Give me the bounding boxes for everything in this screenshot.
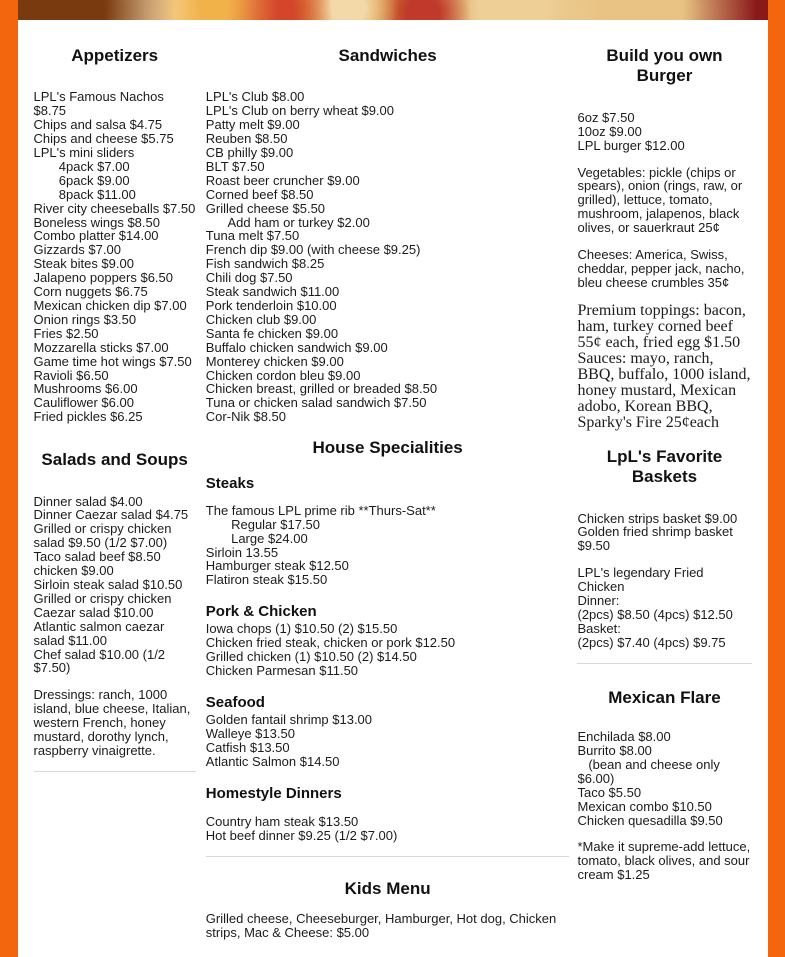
- house-specialities-heading: House Specialities: [312, 438, 463, 458]
- menu-line: Grilled chicken (1) $10.50 (2) $14.50: [205, 649, 417, 665]
- sandwiches-heading: Sandwiches: [338, 46, 437, 65]
- menu-line: Cauliflower $6.00: [33, 395, 134, 411]
- burger-sizes-list: [577, 111, 751, 153]
- menu-line: Chicken club $9.00: [205, 311, 317, 327]
- kids-menu-heading: Kids Menu: [344, 879, 431, 899]
- menu-line: Golden fantail shrimp $13.00: [205, 712, 373, 728]
- menu-line: Jalapeno poppers $6.50: [33, 270, 174, 286]
- menu-line: Walleye $13.50: [205, 726, 295, 742]
- menu-line: LPL's Club on berry wheat $9.00: [205, 103, 395, 119]
- appetizers-list: [34, 90, 196, 424]
- food-banner-image: [18, 0, 768, 20]
- menu-line: Chips and cheese $5.75: [33, 131, 174, 147]
- supreme-note: *Make it supreme-add lettuce, tomato, black olives, and sour cream $1.25: [577, 839, 754, 883]
- sauces-note: Sauces: mayo, ranch, BBQ, buffalo, 1000 island, honey mustard, Mexican adobo, Korean BBQ, Sparky's Fire 25¢each: [577, 349, 755, 431]
- mexican-flare-heading: Mexican Flare: [608, 687, 721, 707]
- menu-line: Fish sandwich $8.25: [205, 256, 325, 272]
- menu-line: (2pcs) $7.40 (4pcs) $9.75: [577, 634, 726, 650]
- menu-line: 10oz $9.00: [577, 123, 642, 139]
- menu-line: Corn nuggets $6.75: [33, 284, 148, 300]
- menu-line: Tuna melt $7.50: [205, 228, 300, 244]
- menu-line: Steak sandwich $11.00: [205, 284, 340, 300]
- divider: [34, 771, 196, 772]
- column-sandwiches-specialities: [206, 20, 570, 953]
- menu-line: Tuna or chicken salad sandwich $7.50: [205, 395, 427, 411]
- menu-line: French dip $9.00 (with cheese $9.25): [205, 242, 421, 258]
- menu-line: Chicken fried steak, chicken or pork $12.50: [205, 635, 456, 651]
- steaks-list: [206, 504, 570, 587]
- menu-line: Santa fe chicken $9.00: [205, 325, 339, 341]
- fried-chicken-list: [577, 566, 751, 649]
- pork-chicken-subheading: Pork & Chicken: [205, 603, 317, 621]
- menu-line: Iowa chops (1) $10.50 (2) $15.50: [205, 621, 398, 637]
- column-appetizers-salads: [34, 20, 196, 953]
- build-burger-heading: Build you own Burger: [606, 46, 723, 86]
- menu-line: LPL burger $12.00: [577, 137, 685, 153]
- menu-line: Atlantic salmon caezar salad $11.00: [33, 618, 168, 648]
- menu-line: Large $24.00: [205, 530, 308, 546]
- vegetables-note: Vegetables: pickle (chips or spears), onion (rings, raw, or grilled), lettuce, tomato, mushroom, jalapenos, black olives, or sauerkraut 25¢: [577, 164, 746, 236]
- menu-line: BLT $7.50: [205, 158, 265, 174]
- menu-line: Reuben $8.50: [205, 131, 288, 147]
- menu-line: Dinner Caezar salad $4.75: [33, 507, 189, 523]
- menu-line: Grilled or crispy chicken salad $9.50 (1/2 $7.00): [33, 521, 176, 551]
- menu-line: Ravioli $6.50: [33, 367, 109, 383]
- menu-page: [18, 0, 768, 957]
- menu-line: Mexican chicken dip $7.00: [33, 297, 187, 313]
- steaks-subheading: Steaks: [205, 474, 255, 492]
- menu-line: Chicken cordon bleu $9.00: [205, 367, 361, 383]
- menu-line: Flatiron steak $15.50: [205, 572, 328, 588]
- menu-line: Sirloin steak salad $10.50: [33, 576, 183, 592]
- menu-line: Grilled cheese $5.50: [205, 200, 326, 216]
- menu-line: Gizzards $7.00: [33, 242, 121, 258]
- baskets-list: [577, 512, 751, 554]
- mexican-list: [577, 730, 751, 827]
- menu-line: River city cheeseballs $7.50: [33, 200, 196, 216]
- premium-toppings-note: Premium toppings: bacon, ham, turkey corned beef 55¢ each, fried egg $1.50: [577, 301, 750, 351]
- menu-line: Fried pickles $6.25: [33, 409, 143, 425]
- menu-line: Taco $5.50: [577, 784, 642, 800]
- premium-toppings-block: [577, 301, 755, 431]
- menu-line: Combo platter $14.00: [33, 228, 159, 244]
- menu-line: Patty melt $9.00: [205, 117, 300, 133]
- menu-line: Chef salad $10.00 (1/2 $7.50): [33, 646, 169, 676]
- menu-line: Pork tenderloin $10.00: [205, 297, 337, 313]
- menu-line: (bean and cheese only $6.00): [577, 756, 724, 786]
- menu-line: Hamburger steak $12.50: [205, 558, 349, 574]
- menu-line: Taco salad beef $8.50 chicken $9.00: [33, 549, 165, 579]
- menu-line: Monterey chicken $9.00: [205, 353, 344, 369]
- menu-line: LPL's Famous Nachos $8.75: [33, 89, 168, 119]
- menu-line: Hot beef dinner $9.25 (1/2 $7.00): [205, 828, 398, 844]
- menu-line: Regular $17.50: [205, 516, 320, 532]
- menu-line: Roast beer cruncher $9.00: [205, 172, 360, 188]
- pork-chicken-list: [206, 622, 570, 678]
- menu-line: Chicken quesadilla $9.50: [577, 812, 723, 828]
- menu-line: Basket:: [577, 620, 621, 636]
- menu-line: LPL's mini sliders: [33, 145, 135, 161]
- sandwiches-list: [206, 90, 570, 424]
- menu-line: 8pack $11.00: [33, 186, 136, 202]
- seafood-subheading: Seafood: [205, 694, 265, 712]
- menu-line: Dinner salad $4.00: [33, 493, 143, 509]
- homestyle-dinners-subheading: Homestyle Dinners: [205, 784, 342, 802]
- menu-line: Corned beef $8.50: [205, 186, 314, 202]
- menu-columns: [18, 20, 768, 953]
- menu-line: Chips and salsa $4.75: [33, 117, 163, 133]
- salads-soups-heading: Salads and Soups: [41, 450, 188, 470]
- menu-line: LPL's legendary Fried Chicken: [577, 565, 708, 595]
- menu-line: Catfish $13.50: [205, 740, 290, 756]
- menu-line: Dinner:: [577, 593, 620, 609]
- menu-line: Sirloin 13.55: [205, 544, 279, 560]
- menu-line: LPL's Club $8.00: [205, 89, 305, 105]
- menu-line: 4pack $7.00: [33, 158, 130, 174]
- column-burger-baskets-mexican: [577, 20, 755, 953]
- menu-line: Chicken strips basket $9.00: [577, 510, 738, 526]
- menu-line: Add ham or turkey $2.00: [205, 214, 370, 230]
- menu-line: Burrito $8.00: [577, 742, 652, 758]
- menu-line: Fries $2.50: [33, 325, 99, 341]
- seafood-list: [206, 713, 570, 769]
- divider: [577, 663, 751, 664]
- menu-line: Mexican combo $10.50: [577, 798, 712, 814]
- favorite-baskets-heading: LpL's Favorite Baskets: [606, 446, 723, 487]
- menu-line: Chicken breast, grilled or breaded $8.50: [205, 381, 438, 397]
- menu-line: Chili dog $7.50: [205, 270, 293, 286]
- menu-line: Mozzarella sticks $7.00: [33, 339, 169, 355]
- menu-line: Atlantic Salmon $14.50: [205, 754, 340, 770]
- menu-line: 6pack $9.00: [33, 172, 130, 188]
- menu-line: Mushrooms $6.00: [33, 381, 138, 397]
- menu-line: Steak bites $9.00: [33, 256, 134, 272]
- menu-line: Game time hot wings $7.50: [33, 353, 192, 369]
- menu-line: (2pcs) $8.50 (4pcs) $12.50: [577, 606, 733, 622]
- menu-line: Enchilada $8.00: [577, 729, 671, 745]
- salads-list: [34, 495, 196, 676]
- cheeses-note: Cheeses: America, Swiss, cheddar, pepper jack, nacho, bleu cheese crumbles 35¢: [577, 247, 749, 290]
- menu-line: Cor-Nik $8.50: [205, 409, 286, 425]
- kids-menu-text: Grilled cheese, Cheeseburger, Hamburger, Hot dog, Chicken strips, Mac & Cheese: $5.00: [205, 911, 560, 941]
- divider: [206, 856, 570, 857]
- menu-line: CB philly $9.00: [205, 145, 294, 161]
- homestyle-list: [206, 815, 570, 843]
- menu-line: The famous LPL prime rib **Thurs-Sat**: [205, 502, 436, 518]
- menu-line: Country ham steak $13.50: [205, 814, 359, 830]
- menu-line: Boneless wings $8.50: [33, 214, 160, 230]
- menu-line: Chicken Parmesan $11.50: [205, 663, 359, 679]
- menu-line: Golden fried shrimp basket $9.50: [577, 524, 737, 554]
- menu-line: Buffalo chicken sandwich $9.00: [205, 339, 388, 355]
- appetizers-heading: Appetizers: [71, 46, 159, 65]
- menu-line: Grilled or crispy chicken Caezar salad $10.00: [33, 590, 176, 620]
- menu-line: Onion rings $3.50: [33, 311, 137, 327]
- menu-line: 6oz $7.50: [577, 109, 635, 125]
- dressings-note: Dressings: ranch, 1000 island, blue cheese, Italian, western French, honey mustard, dorothy lynch, raspberry vinaigrette.: [33, 687, 194, 758]
